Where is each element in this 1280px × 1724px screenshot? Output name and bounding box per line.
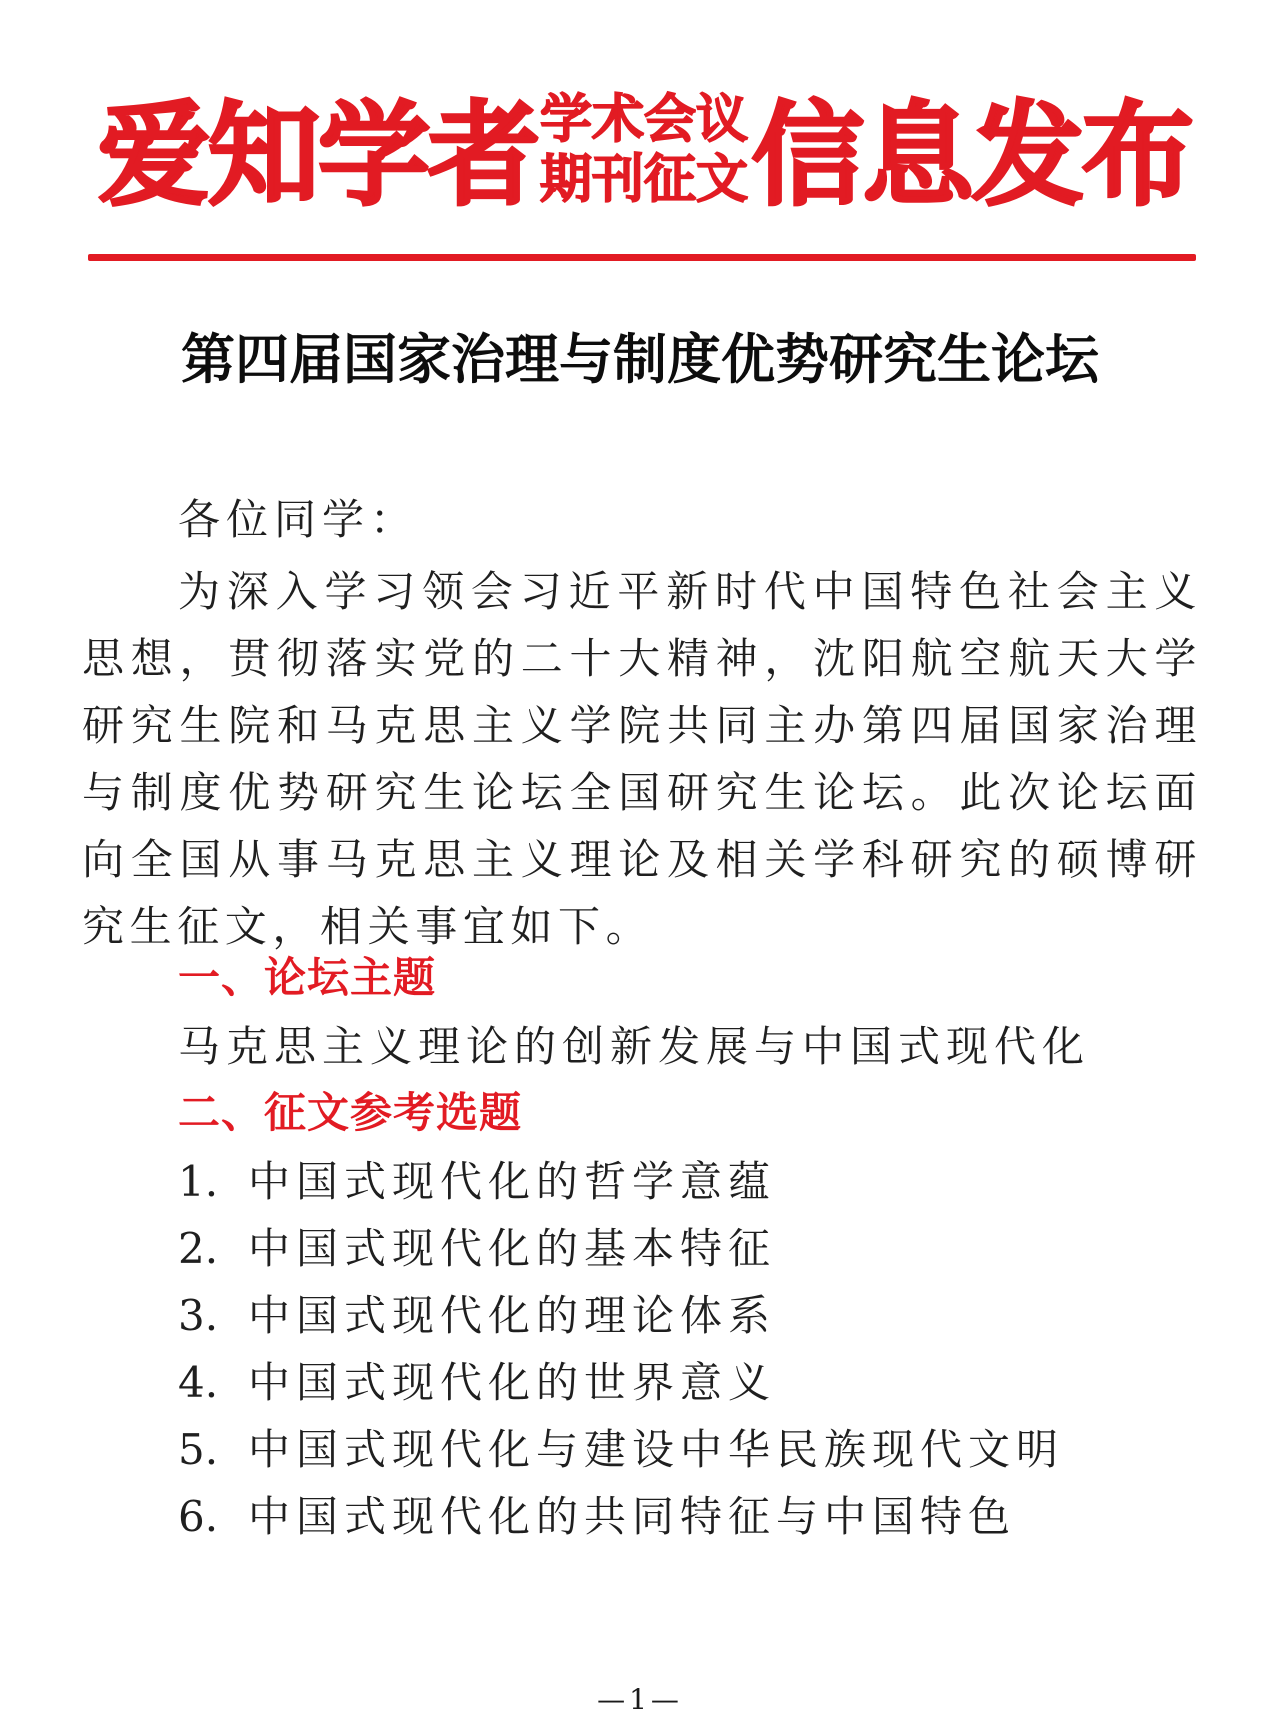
topic-number: 5.: [178, 1425, 219, 1474]
topic-number: 3.: [178, 1291, 219, 1340]
topic-text: 中国式现代化的世界意义: [248, 1358, 777, 1407]
masthead-red-rule: [88, 254, 1196, 261]
topic-number: 4.: [178, 1358, 219, 1407]
topic-number: 1.: [178, 1157, 219, 1206]
intro-paragraph: 为深入学习领会习近平新时代中国特色社会主义思想，贯彻落实党的二十大精神，沈阳航空航天大学研究生院和马克思主义学院共同主办第四届国家治理与制度优势研究生论坛全国研究生论坛。此次论坛面向全国从事马克思主义理论及相关学科研究的硕博研究生征文，相关事宜如下。: [82, 567, 1202, 951]
topic-text: 中国式现代化的理论体系: [248, 1291, 777, 1340]
topic-item: [178, 1353, 1064, 1420]
greeting: 各位同学：: [178, 495, 419, 544]
topic-list: [178, 1152, 1064, 1554]
topic-item: [178, 1487, 1064, 1554]
topic-item: [178, 1219, 1064, 1286]
masthead-release-label: 信息发布: [752, 91, 1192, 221]
topic-text: 中国式现代化的哲学意蕴: [248, 1157, 777, 1206]
document-title: 第四届国家治理与制度优势研究生论坛: [181, 328, 1099, 391]
section-heading-topics: 二、征文参考选题: [178, 1088, 523, 1137]
forum-theme-text: 马克思主义理论的创新发展与中国式现代化: [178, 1022, 1091, 1071]
masthead-brand-name: 爱知学者: [98, 91, 538, 221]
topic-number: 2.: [178, 1224, 219, 1273]
page-number: —1—: [597, 1683, 683, 1716]
topic-text: 中国式现代化的基本特征: [248, 1224, 777, 1273]
section-heading-theme: 一、论坛主题: [178, 953, 437, 1002]
topic-text: 中国式现代化的共同特征与中国特色: [248, 1492, 1017, 1541]
masthead-subtitle-stack: [540, 90, 750, 210]
topic-item: [178, 1286, 1064, 1353]
masthead-subtitle-top: 学术会议: [540, 90, 749, 150]
topic-text: 中国式现代化与建设中华民族现代文明: [248, 1425, 1065, 1474]
topic-number: 6.: [178, 1492, 219, 1541]
masthead-subtitle-bottom: 期刊征文: [540, 150, 749, 210]
masthead-banner: [0, 0, 1280, 260]
topic-item: [178, 1152, 1064, 1219]
topic-item: [178, 1420, 1064, 1487]
